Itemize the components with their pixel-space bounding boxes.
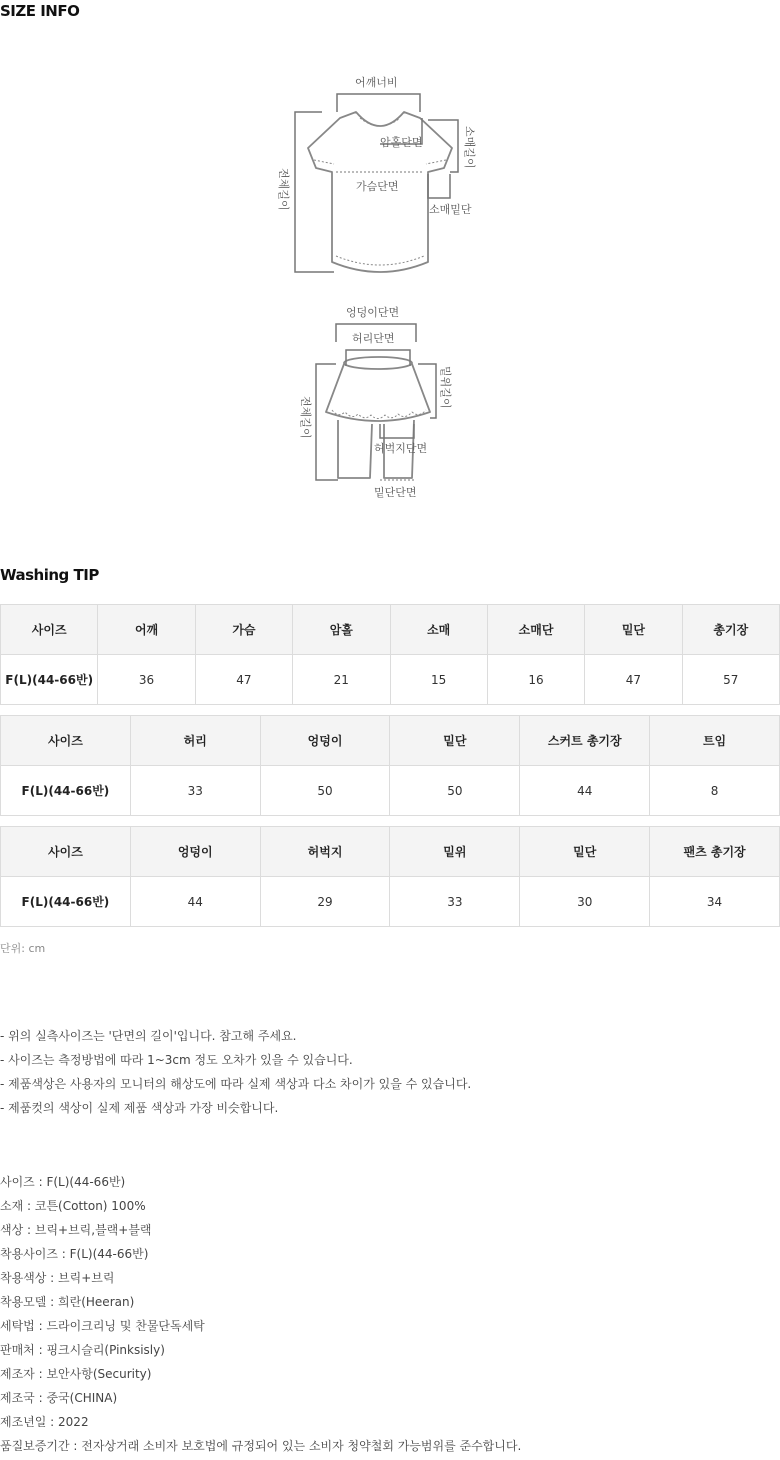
table-row — [1, 877, 780, 927]
unit-note: 단위: cm — [0, 942, 46, 955]
spec-item: 제조년일 : 2022 — [0, 1415, 89, 1429]
spec-item: 세탁법 : 드라이크리닝 및 찬물단독세탁 — [0, 1319, 205, 1333]
table-header: 허리 — [130, 716, 260, 766]
spec-item: 착용사이즈 : F(L)(44-66반) — [0, 1247, 149, 1261]
note-item: - 제품컷의 색상이 실제 제품 색상과 가장 비슷합니다. — [0, 1101, 279, 1115]
table-header-row — [1, 827, 780, 877]
table-header: 어깨 — [98, 605, 195, 655]
table-cell: 15 — [390, 655, 487, 705]
label-thigh: 허벅지단면 — [374, 442, 428, 455]
table-cell: 44 — [520, 766, 650, 816]
table-header: 사이즈 — [1, 716, 131, 766]
label-sleeve-hem: 소매밑단 — [429, 203, 472, 216]
table-cell: 47 — [585, 655, 682, 705]
table-cell: 50 — [260, 766, 390, 816]
size-info-title: SIZE INFO — [0, 2, 80, 20]
label-hem: 밑단단면 — [374, 486, 417, 499]
table-header-row — [1, 716, 780, 766]
table-cell: 57 — [682, 655, 779, 705]
label-rise-length: 밑위길이 — [439, 366, 452, 409]
label-waist: 허리단면 — [352, 332, 395, 345]
table-header: 허벅지 — [260, 827, 390, 877]
table-cell: 33 — [390, 877, 520, 927]
table-header: 밑위 — [390, 827, 520, 877]
label-sleeve-length: 소매길이 — [463, 126, 476, 169]
table-header: 밑단 — [390, 716, 520, 766]
spec-item: 판매처 : 핑크시슬리(Pinksisly) — [0, 1343, 165, 1357]
table-cell: 33 — [130, 766, 260, 816]
table-cell: 50 — [390, 766, 520, 816]
table-cell: 30 — [520, 877, 650, 927]
table-header: 가슴 — [195, 605, 292, 655]
table-header-row — [1, 605, 780, 655]
spec-item: 착용모델 : 희란(Heeran) — [0, 1295, 135, 1309]
table-row — [1, 766, 780, 816]
label-top-total-length: 전체길이 — [277, 168, 290, 211]
spec-item: 사이즈 : F(L)(44-66반) — [0, 1175, 126, 1189]
table-header: 엉덩이 — [260, 716, 390, 766]
skirt-size-table — [0, 715, 780, 816]
table-header: 소매 — [390, 605, 487, 655]
table-row — [1, 655, 780, 705]
note-item: - 제품색상은 사용자의 모니터의 해상도에 따라 실제 색상과 다소 차이가 있을 수 있습니다. — [0, 1077, 472, 1091]
table-header: 밑단 — [585, 605, 682, 655]
table-cell: 16 — [487, 655, 584, 705]
product-spec-list — [0, 1172, 521, 1460]
table-header: 사이즈 — [1, 605, 98, 655]
spec-item: 색상 : 브릭+브릭,블랙+블랙 — [0, 1223, 152, 1237]
note-item: - 사이즈는 측정방법에 따라 1~3cm 정도 오차가 있을 수 있습니다. — [0, 1053, 353, 1067]
table-cell: 47 — [195, 655, 292, 705]
table-header: 팬츠 총기장 — [650, 827, 780, 877]
table-header: 총기장 — [682, 605, 779, 655]
label-hip: 엉덩이단면 — [346, 306, 400, 319]
spec-item: 소재 : 코튼(Cotton) 100% — [0, 1199, 146, 1213]
spec-item: 제조자 : 보안사항(Security) — [0, 1367, 152, 1381]
table-cell: 8 — [650, 766, 780, 816]
label-bottom-total-length: 전체길이 — [299, 396, 312, 439]
label-chest: 가슴단면 — [356, 180, 399, 193]
skirt-pants-measure-lines — [316, 324, 436, 480]
spec-item: 품질보증기간 : 전자상거래 소비자 보호법에 규정되어 있는 소비자 청약철회 가능범위를 준수합니다. — [0, 1439, 522, 1453]
table-cell: 34 — [650, 877, 780, 927]
table-cell: F(L)(44-66반) — [1, 766, 131, 816]
label-armhole: 암홀단면 — [380, 136, 423, 149]
spec-item: 제조국 : 중국(CHINA) — [0, 1391, 118, 1405]
table-header: 밑단 — [520, 827, 650, 877]
label-shoulder-width: 어깨너비 — [355, 76, 398, 89]
table-header: 사이즈 — [1, 827, 131, 877]
table-header: 암홀 — [293, 605, 390, 655]
table-header: 소매단 — [487, 605, 584, 655]
note-item: - 위의 실측사이즈는 '단면의 길이'입니다. 참고해 주세요. — [0, 1029, 297, 1043]
table-cell: 29 — [260, 877, 390, 927]
top-size-table — [0, 604, 780, 705]
washing-tip-title: Washing TIP — [0, 566, 99, 584]
notes-list — [0, 1026, 471, 1122]
table-cell: 36 — [98, 655, 195, 705]
table-cell: F(L)(44-66반) — [1, 655, 98, 705]
size-diagram — [0, 0, 780, 520]
table-cell: 21 — [293, 655, 390, 705]
spec-item: 착용색상 : 브릭+브릭 — [0, 1271, 115, 1285]
skirt-pants-illustration — [326, 357, 430, 478]
table-cell: F(L)(44-66반) — [1, 877, 131, 927]
table-cell: 44 — [130, 877, 260, 927]
table-header: 트임 — [650, 716, 780, 766]
pants-size-table — [0, 826, 780, 927]
table-header: 스커트 총기장 — [520, 716, 650, 766]
table-header: 엉덩이 — [130, 827, 260, 877]
